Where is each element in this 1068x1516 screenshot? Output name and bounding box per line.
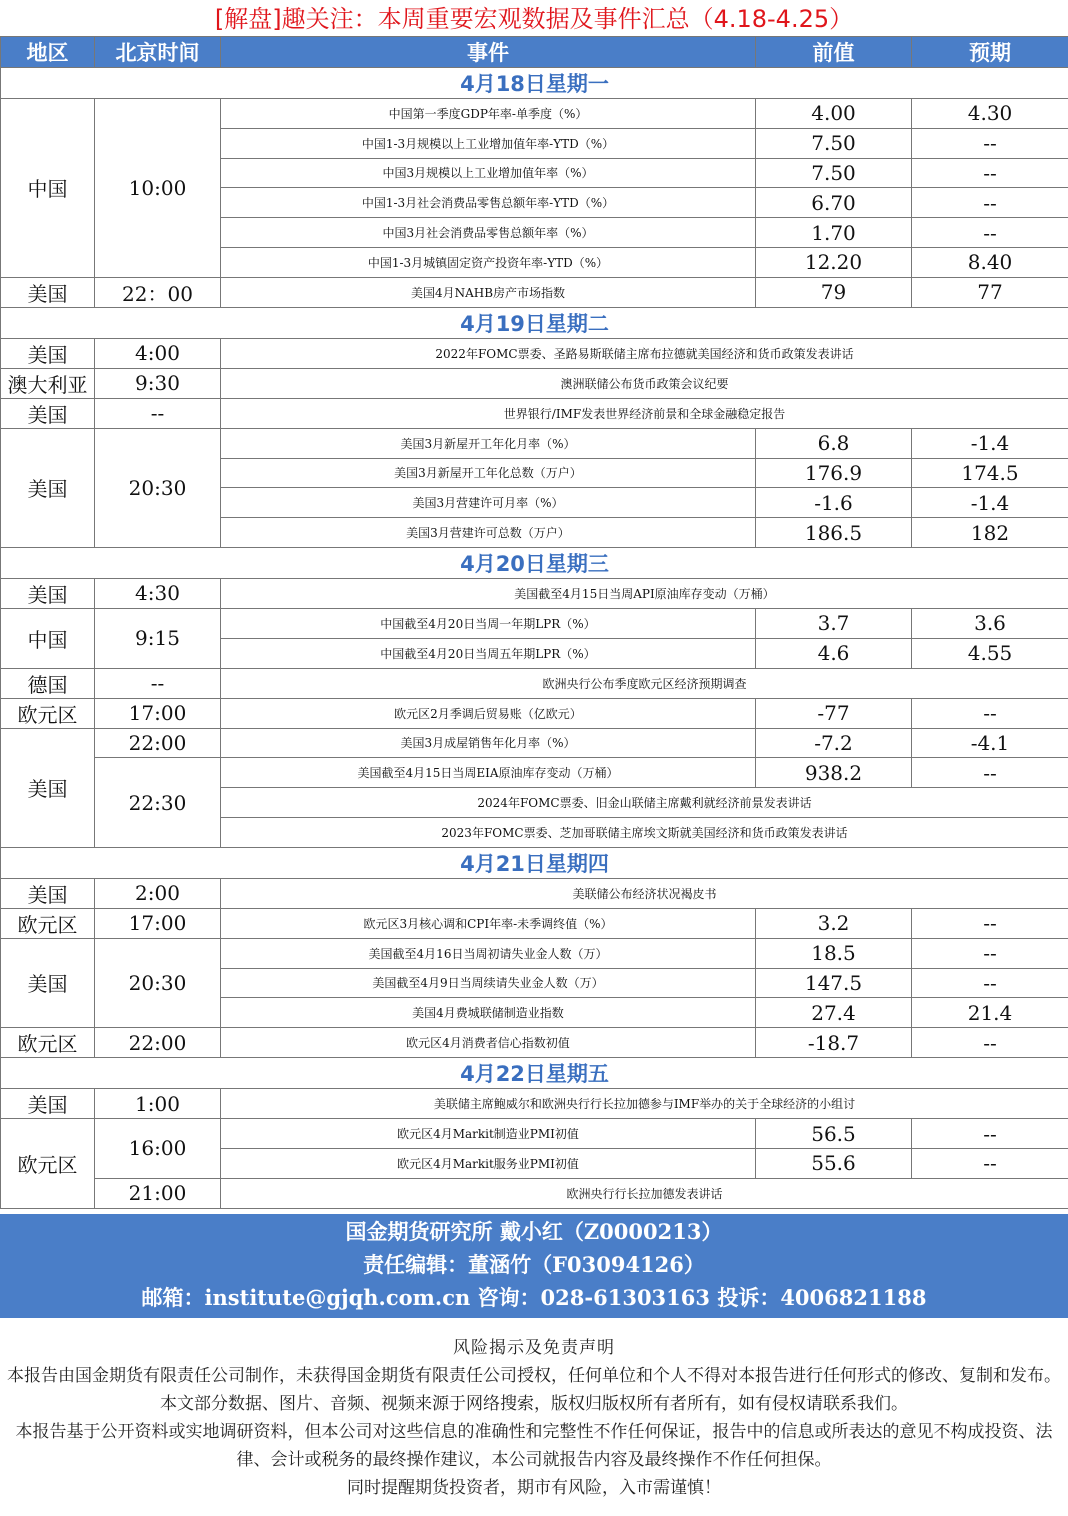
region-cell: 美国 xyxy=(1,578,95,608)
table-row xyxy=(1,368,1068,398)
event-cell: 澳洲联储公布货币政策会议纪要 xyxy=(221,368,1068,398)
calendar-body xyxy=(1,37,1068,1209)
region-cell: 欧元区 xyxy=(1,1028,95,1058)
event-cell: 美国4月费城联储制造业指数 xyxy=(221,998,756,1028)
time-cell: 17:00 xyxy=(95,698,221,728)
table-row xyxy=(1,398,1068,428)
table-row xyxy=(1,338,1068,368)
region-cell: 美国 xyxy=(1,428,95,547)
day-label: 4月22日星期五 xyxy=(1,1058,1068,1089)
event-cell: 2023年FOMC票委、芝加哥联储主席埃文斯就美国经济和货币政策发表讲话 xyxy=(221,817,1068,847)
event-cell: 美国3月新屋开工年化月率（%） xyxy=(221,428,756,458)
event-cell: 中国截至4月20日当周五年期LPR（%） xyxy=(221,638,756,668)
previous-value-cell: 176.9 xyxy=(756,458,912,488)
region-cell: 美国 xyxy=(1,938,95,1027)
page-title: [解盘]趣关注：本周重要宏观数据及事件汇总（4.18-4.25） xyxy=(214,5,854,33)
analyst-line: 国金期货研究所 戴小红（Z0000213） xyxy=(345,1219,723,1244)
day-header-row xyxy=(1,307,1068,338)
forecast-value-cell: 4.30 xyxy=(912,99,1068,129)
previous-value-cell: 18.5 xyxy=(756,938,912,968)
previous-value-cell: 1.70 xyxy=(756,218,912,248)
event-cell: 美国3月营建许可总数（万户） xyxy=(221,518,756,548)
previous-value-cell: 56.5 xyxy=(756,1119,912,1149)
time-cell: -- xyxy=(95,398,221,428)
table-row xyxy=(1,1178,1068,1208)
time-cell: 9:30 xyxy=(95,368,221,398)
event-cell: 中国3月社会消费品零售总额年率（%） xyxy=(221,218,756,248)
region-cell: 德国 xyxy=(1,668,95,698)
previous-value-cell: 55.6 xyxy=(756,1148,912,1178)
disclaimer-title: 风险揭示及免责声明 xyxy=(453,1338,615,1358)
event-cell: 美国截至4月15日当周API原油库存变动（万桶） xyxy=(221,578,1068,608)
time-cell: 21:00 xyxy=(95,1178,221,1208)
event-cell: 欧元区4月Markit服务业PMI初值 xyxy=(221,1148,756,1178)
previous-value-cell: 7.50 xyxy=(756,128,912,158)
forecast-value-cell: -- xyxy=(912,218,1068,248)
event-cell: 欧洲央行行长拉加德发表讲话 xyxy=(221,1178,1068,1208)
table-row xyxy=(1,277,1068,307)
table-row xyxy=(1,1028,1068,1058)
disclaimer-paragraph: 本报告由国金期货有限责任公司制作，未获得国金期货有限责任公司授权，任何单位和个人不得对本报告进行任何形式的修改、复制和发布。本文部分数据、图片、音频、视频来源于网络搜索，版权归版权所有者所有，如有侵权请联系我们。 xyxy=(7,1366,1061,1414)
previous-value-cell: -7.2 xyxy=(756,728,912,758)
previous-value-cell: 938.2 xyxy=(756,758,912,788)
header-event: 事件 xyxy=(221,37,756,68)
forecast-value-cell: -- xyxy=(912,188,1068,218)
event-cell: 2024年FOMC票委、旧金山联储主席戴利就经济前景发表讲话 xyxy=(221,788,1068,818)
forecast-value-cell: -- xyxy=(912,968,1068,998)
previous-value-cell: 147.5 xyxy=(756,968,912,998)
time-cell: 17:00 xyxy=(95,908,221,938)
forecast-value-cell: 182 xyxy=(912,518,1068,548)
day-label: 4月19日星期二 xyxy=(1,307,1068,338)
event-cell: 中国1-3月社会消费品零售总额年率-YTD（%） xyxy=(221,188,756,218)
event-cell: 美国4月NAHB房产市场指数 xyxy=(221,277,756,307)
forecast-value-cell: -- xyxy=(912,938,1068,968)
event-cell: 欧元区4月消费者信心指数初值 xyxy=(221,1028,756,1058)
forecast-value-cell: -- xyxy=(912,1028,1068,1058)
table-row xyxy=(1,668,1068,698)
day-header-row xyxy=(1,847,1068,878)
forecast-value-cell: 77 xyxy=(912,277,1068,307)
event-cell: 美国截至4月16日当周初请失业金人数（万） xyxy=(221,938,756,968)
previous-value-cell: 3.2 xyxy=(756,908,912,938)
time-cell: 22:00 xyxy=(95,728,221,758)
previous-value-cell: -77 xyxy=(756,698,912,728)
day-label: 4月20日星期三 xyxy=(1,547,1068,578)
time-cell: 1:00 xyxy=(95,1089,221,1119)
event-cell: 欧洲央行公布季度欧元区经济预期调查 xyxy=(221,668,1068,698)
region-cell: 美国 xyxy=(1,728,95,847)
event-cell: 美国截至4月15日当周EIA原油库存变动（万桶） xyxy=(221,758,756,788)
event-cell: 美国3月成屋销售年化月率（%） xyxy=(221,728,756,758)
time-cell: 2:00 xyxy=(95,878,221,908)
forecast-value-cell: -- xyxy=(912,1119,1068,1149)
table-row xyxy=(1,99,1068,129)
event-cell: 2022年FOMC票委、圣路易斯联储主席布拉德就美国经济和货币政策发表讲话 xyxy=(221,338,1068,368)
event-cell: 中国第一季度GDP年率-单季度（%） xyxy=(221,99,756,129)
time-cell: 16:00 xyxy=(95,1119,221,1179)
forecast-value-cell: 21.4 xyxy=(912,998,1068,1028)
forecast-value-cell: -4.1 xyxy=(912,728,1068,758)
table-row xyxy=(1,608,1068,638)
time-cell: 4:30 xyxy=(95,578,221,608)
region-cell: 欧元区 xyxy=(1,1119,95,1208)
previous-value-cell: 27.4 xyxy=(756,998,912,1028)
event-cell: 中国3月规模以上工业增加值年率（%） xyxy=(221,158,756,188)
analyst-footer xyxy=(0,1214,1068,1318)
region-cell: 美国 xyxy=(1,878,95,908)
previous-value-cell: -1.6 xyxy=(756,488,912,518)
header-row xyxy=(1,37,1068,68)
disclaimer xyxy=(2,1334,1066,1502)
previous-value-cell: 6.8 xyxy=(756,428,912,458)
previous-value-cell: 4.00 xyxy=(756,99,912,129)
table-row xyxy=(1,908,1068,938)
region-cell: 美国 xyxy=(1,338,95,368)
time-cell: 22：00 xyxy=(95,277,221,307)
forecast-value-cell: -1.4 xyxy=(912,428,1068,458)
previous-value-cell: 6.70 xyxy=(756,188,912,218)
event-cell: 美联储主席鲍威尔和欧洲央行行长拉加德参与IMF举办的关于全球经济的小组讨 xyxy=(221,1089,1068,1119)
table-row xyxy=(1,728,1068,758)
event-cell: 世界银行/IMF发表世界经济前景和全球金融稳定报告 xyxy=(221,398,1068,428)
editor-line: 责任编辑：董涵竹（F03094126） xyxy=(363,1252,705,1277)
forecast-value-cell: -- xyxy=(912,908,1068,938)
time-cell: 10:00 xyxy=(95,99,221,278)
forecast-value-cell: -- xyxy=(912,158,1068,188)
region-cell: 欧元区 xyxy=(1,698,95,728)
previous-value-cell: 79 xyxy=(756,277,912,307)
day-label: 4月21日星期四 xyxy=(1,847,1068,878)
table-row xyxy=(1,1089,1068,1119)
forecast-value-cell: -1.4 xyxy=(912,488,1068,518)
event-cell: 美联储公布经济状况褐皮书 xyxy=(221,878,1068,908)
time-cell: 20:30 xyxy=(95,428,221,547)
event-cell: 中国截至4月20日当周一年期LPR（%） xyxy=(221,608,756,638)
day-header-row xyxy=(1,1058,1068,1089)
table-row xyxy=(1,758,1068,788)
region-cell: 中国 xyxy=(1,99,95,278)
header-forecast: 预期 xyxy=(912,37,1068,68)
forecast-value-cell: 3.6 xyxy=(912,608,1068,638)
forecast-value-cell: 174.5 xyxy=(912,458,1068,488)
forecast-value-cell: -- xyxy=(912,698,1068,728)
disclaimer-paragraph: 本报告基于公开资料或实地调研资料，但本公司对这些信息的准确性和完整性不作任何保证，报告中的信息或所表达的意见不构成投资、法律、会计或税务的最终操作建议，本公司就报告内容及最终操作不作任何担保。 xyxy=(15,1422,1053,1470)
event-cell: 中国1-3月城镇固定资产投资年率-YTD（%） xyxy=(221,247,756,277)
forecast-value-cell: -- xyxy=(912,1148,1068,1178)
time-cell: 4:00 xyxy=(95,338,221,368)
region-cell: 美国 xyxy=(1,1089,95,1119)
macro-calendar-table xyxy=(0,36,1068,1209)
table-row xyxy=(1,428,1068,458)
table-row xyxy=(1,878,1068,908)
disclaimer-paragraph: 同时提醒期货投资者，期市有风险，入市需谨慎！ xyxy=(347,1478,721,1498)
day-label: 4月18日星期一 xyxy=(1,68,1068,99)
header-region: 地区 xyxy=(1,37,95,68)
time-cell: -- xyxy=(95,668,221,698)
previous-value-cell: 186.5 xyxy=(756,518,912,548)
table-row xyxy=(1,578,1068,608)
region-cell: 欧元区 xyxy=(1,908,95,938)
event-cell: 欧元区2月季调后贸易账（亿欧元） xyxy=(221,698,756,728)
time-cell: 9:15 xyxy=(95,608,221,668)
table-row xyxy=(1,938,1068,968)
contact-line: 邮箱：institute@gjqh.com.cn 咨询：028-61303163 投诉：4006821188 xyxy=(141,1285,927,1310)
region-cell: 美国 xyxy=(1,277,95,307)
previous-value-cell: 7.50 xyxy=(756,158,912,188)
event-cell: 欧元区3月核心调和CPI年率-未季调终值（%） xyxy=(221,908,756,938)
time-cell: 22:00 xyxy=(95,1028,221,1058)
event-cell: 美国截至4月9日当周续请失业金人数（万） xyxy=(221,968,756,998)
event-cell: 美国3月营建许可月率（%） xyxy=(221,488,756,518)
previous-value-cell: 12.20 xyxy=(756,247,912,277)
region-cell: 中国 xyxy=(1,608,95,668)
region-cell: 美国 xyxy=(1,398,95,428)
header-previous: 前值 xyxy=(756,37,912,68)
time-cell: 22:30 xyxy=(95,758,221,847)
day-header-row xyxy=(1,547,1068,578)
event-cell: 中国1-3月规模以上工业增加值年率-YTD（%） xyxy=(221,128,756,158)
table-row xyxy=(1,1119,1068,1149)
time-cell: 20:30 xyxy=(95,938,221,1027)
forecast-value-cell: 8.40 xyxy=(912,247,1068,277)
previous-value-cell: 4.6 xyxy=(756,638,912,668)
previous-value-cell: -18.7 xyxy=(756,1028,912,1058)
forecast-value-cell: 4.55 xyxy=(912,638,1068,668)
header-time: 北京时间 xyxy=(95,37,221,68)
table-row xyxy=(1,698,1068,728)
event-cell: 美国3月新屋开工年化总数（万户） xyxy=(221,458,756,488)
day-header-row xyxy=(1,68,1068,99)
forecast-value-cell: -- xyxy=(912,128,1068,158)
previous-value-cell: 3.7 xyxy=(756,608,912,638)
region-cell: 澳大利亚 xyxy=(1,368,95,398)
forecast-value-cell: -- xyxy=(912,758,1068,788)
event-cell: 欧元区4月Markit制造业PMI初值 xyxy=(221,1119,756,1149)
